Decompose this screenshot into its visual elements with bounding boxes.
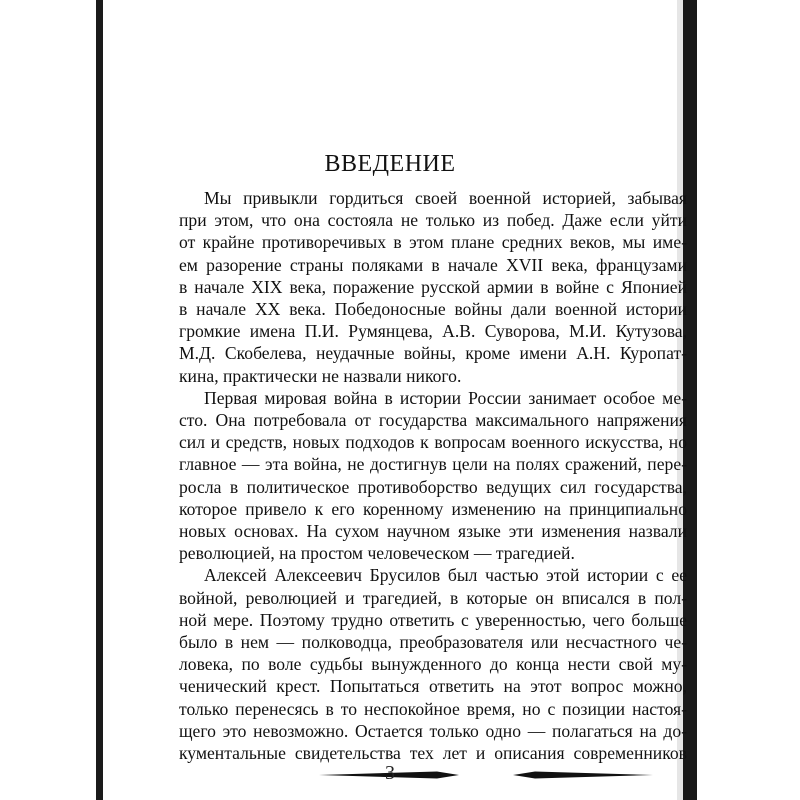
text-line: громкие имена П.И. Румянцева, А.В. Суворова, М.И. Кутузова, <box>179 321 687 342</box>
text-line: сто. Она потребовала от государства максимального напряжения <box>179 410 687 431</box>
book-page <box>103 0 687 800</box>
text-line: в начале XX века. Победоносные войны дали военной истории <box>179 299 687 320</box>
text-line: только перенесясь в то неспокойное время, но с позиции настоя- <box>179 698 687 719</box>
text-line: ченический крест. Попытаться ответить на этот вопрос можно, <box>179 676 687 697</box>
text-line: Первая мировая война в истории России занимает особое ме- <box>204 387 687 408</box>
text-line: Мы привыкли гордиться своей военной историей, забывая <box>204 188 687 208</box>
page-stack-left-edge <box>96 0 103 800</box>
body-text <box>179 187 687 764</box>
text-line: ной мере. Поэтому трудно ответить с уверенностью, чего больше <box>179 609 687 630</box>
text-line: кументальные свидетельства тех лет и описания современников <box>179 743 687 764</box>
text-line: при этом, что она состояла не только из побед. Даже если уйти <box>179 210 687 231</box>
text-line: сил и средств, новых подходов к вопросам военного искусства, но <box>179 432 687 453</box>
text-line: Алексей Алексеевич Брусилов был частью этой истории с ее <box>204 565 687 586</box>
text-line: революцией, на простом человеческом — трагедией. <box>179 543 575 564</box>
text-line: в начале XIX века, поражение русской армии в войне с Японией <box>179 276 687 297</box>
text-line: кина, практически не назвали никого. <box>179 365 462 386</box>
text-line: М.Д. Скобелева, неудачные войны, кроме имени А.Н. Куропат- <box>179 343 687 364</box>
text-line: от крайне противоречивых в этом плане средних веков, мы име- <box>179 232 687 253</box>
text-line: росла в политическое противоборство ведущих сил государства, <box>179 476 687 497</box>
text-line: новых основах. На сухом научном языке эти изменения назвали <box>179 521 687 542</box>
chapter-title: ВВЕДЕНИЕ <box>324 151 456 177</box>
text-line: главное — эта война, не достигнув цели на полях сражений, пере- <box>179 454 687 475</box>
text-line: щего это невозможно. Остается только одно — полагаться на до- <box>179 720 687 741</box>
text-line: войной, революцией и трагедией, в которые он вписался в пол- <box>179 587 687 608</box>
right-ornament-icon <box>513 771 653 779</box>
text-line: которое привело к его коренному изменению на принципиально <box>179 498 687 519</box>
page-footer <box>103 762 677 786</box>
text-line: ловека, по воле судьбы вынужденного до конца нести свой му- <box>179 654 687 675</box>
page-number: 3 <box>385 762 395 784</box>
text-line: ем разорение страны поляками в начале XVII века, французами <box>179 254 687 275</box>
text-line: было в нем — полководца, преобразователя или несчастного че- <box>179 632 687 653</box>
